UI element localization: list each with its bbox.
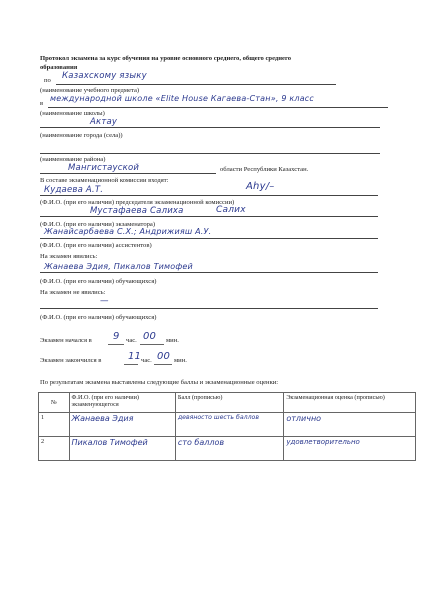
row-num: 1 (39, 413, 70, 437)
start-min-line (140, 344, 164, 345)
row-name (69, 437, 175, 461)
row-name-text: Пикалов Тимофей (71, 438, 148, 447)
row-grade (284, 437, 416, 461)
end-hour-line (124, 364, 138, 365)
row-score (175, 413, 283, 437)
present-value: Жанаева Эдия, Пикалов Тимофей (44, 262, 193, 271)
absent-line (40, 308, 378, 309)
start-hour-suffix: час. (126, 337, 137, 344)
examiner-caption: (Ф.И.О. (при его наличии) экзаменатора) (40, 221, 156, 228)
school-line (48, 107, 388, 108)
examiner-value: Мустафаева Салиха (90, 206, 184, 216)
row-score-text: девяносто шесть баллов (177, 414, 259, 421)
absent-caption: (Ф.И.О. (при его наличии) обучающихся) (40, 314, 157, 321)
header-name: Ф.И.О. (при его наличии) экзаменующегося (69, 393, 175, 413)
doc-title-line2: образования (40, 64, 78, 71)
subject-caption: (наименование учебного предмета) (40, 87, 140, 94)
end-hour: 11 (128, 351, 142, 362)
end-prefix: Экзамен закончился в (40, 357, 102, 364)
present-line (40, 272, 378, 273)
chair-value: Кудаева А.Т. (44, 185, 104, 195)
header-score: Балл (прописью) (175, 393, 283, 413)
row-score (175, 437, 283, 461)
doc-title-line1: Протокол экзамена за курс обучения на уровне основного среднего, общего среднего (40, 55, 292, 62)
examiner-signature: Салих (216, 205, 246, 215)
row-name-text: Жанаева Эдия (71, 414, 134, 423)
school-prefix: в (40, 100, 44, 107)
assistant-line (40, 238, 378, 239)
table-row (39, 413, 416, 437)
subject-prefix: по (44, 77, 51, 84)
assistant-caption: (Ф.И.О. (при его наличии) ассистентов) (40, 242, 152, 249)
results-label: По результатам экзамена выставлены следующие баллы и экзаменационные оценки: (40, 379, 279, 386)
assistant-value: Жанайсарбаева С.Х.; Андрижияш А.У. (44, 227, 212, 236)
row-grade-text: удовлетворительно (286, 438, 360, 446)
examiner-line (40, 216, 378, 217)
commission-label: В составе экзаменационной комиссии входят: (40, 177, 169, 184)
absent-value: — (100, 296, 109, 306)
table-header-row (39, 393, 416, 413)
row-score-text: сто баллов (177, 438, 225, 447)
region-line (40, 173, 216, 174)
table-row (39, 437, 416, 461)
end-min: 00 (157, 351, 171, 362)
end-hour-suffix: час. (141, 357, 152, 364)
row-num: 2 (39, 437, 70, 461)
city-value: Актау (90, 117, 118, 127)
header-grade: Экзаменационная оценка (прописью) (284, 393, 416, 413)
city-line (40, 127, 380, 128)
row-name (69, 413, 175, 437)
absent-label: На экзамен не явились: (40, 289, 106, 296)
start-hour: 9 (113, 331, 120, 342)
chair-caption: (Ф.И.О. (при его наличии) председателя экзаменационной комиссии) (40, 199, 235, 206)
school-value: международной школе «Elite House Кагаева-Стан», 9 класс (50, 94, 315, 103)
start-min: 00 (143, 331, 157, 342)
start-hour-line (108, 344, 124, 345)
subject-value: Казахскому языку (62, 71, 147, 81)
row-grade-text: отлично (286, 414, 322, 423)
start-prefix: Экзамен начался в (40, 337, 92, 344)
header-num: № (39, 393, 70, 413)
start-min-suffix: мин. (166, 337, 179, 344)
row-grade (284, 413, 416, 437)
end-min-line (154, 364, 172, 365)
present-label: На экзамен явились: (40, 253, 98, 260)
chair-line (40, 195, 378, 196)
city-caption: (наименование города (села)) (40, 132, 123, 139)
district-caption: (наименование района) (40, 156, 106, 163)
subject-line (56, 84, 336, 85)
chair-signature: Ahy/– (246, 181, 275, 192)
region-value: Мангистауской (68, 163, 140, 173)
region-suffix: области Республики Казахстан. (220, 166, 309, 173)
school-caption: (наименование школы) (40, 110, 105, 117)
district-line (40, 153, 380, 154)
present-caption: (Ф.И.О. (при его наличии) обучающихся) (40, 278, 157, 285)
end-min-suffix: мин. (174, 357, 187, 364)
scores-table (38, 392, 416, 461)
